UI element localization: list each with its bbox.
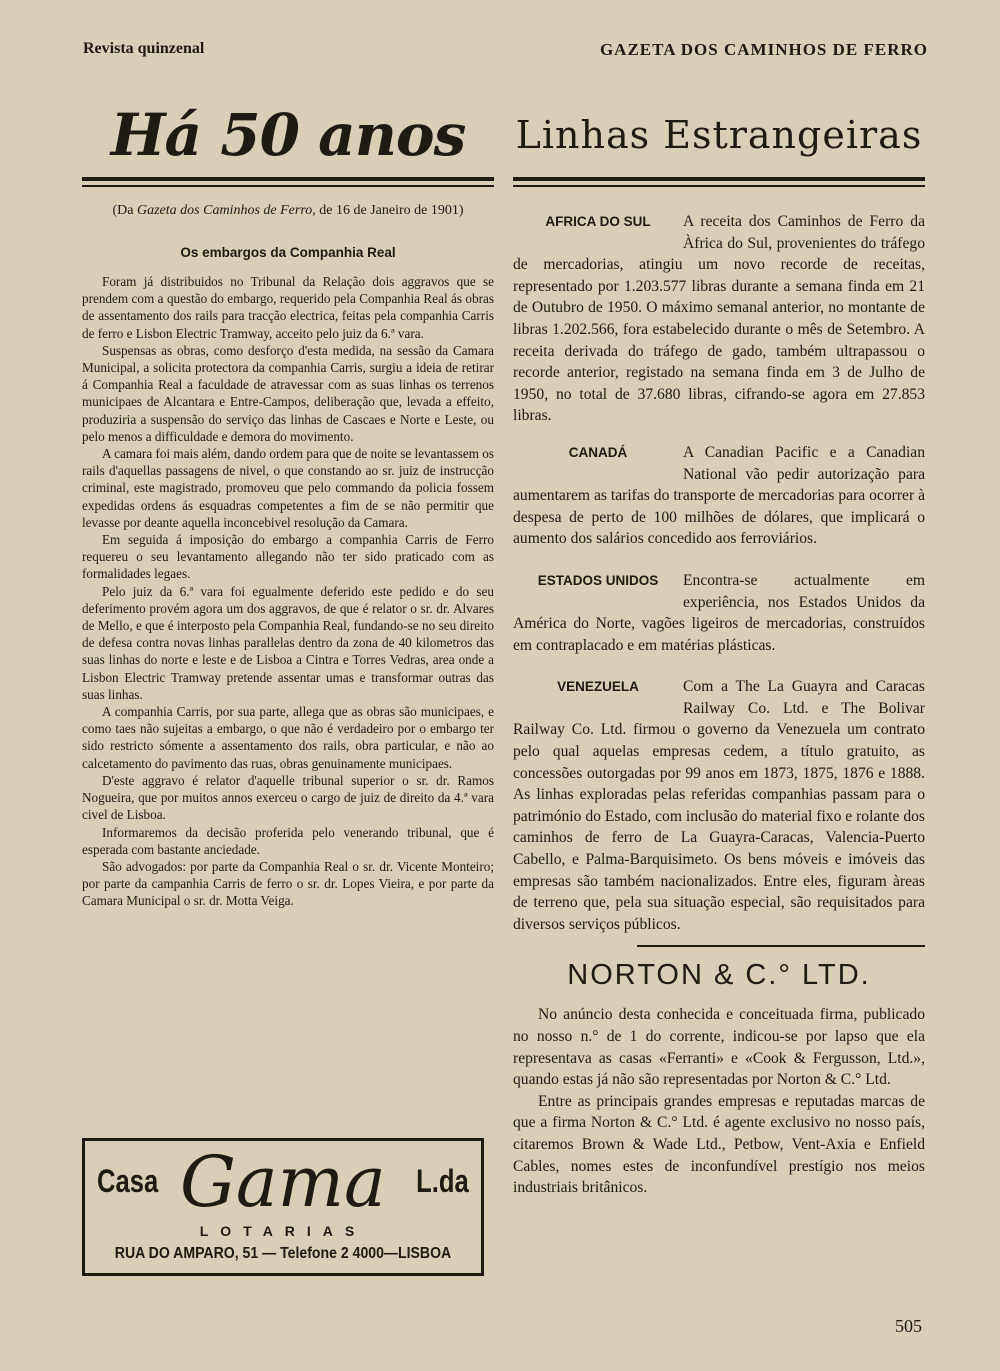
title-rule-thick — [82, 177, 494, 181]
header-periodicity: Revista quinzenal — [83, 40, 205, 57]
paragraph: Em seguida á imposição do embargo a companhia Carris de Ferro requereu o seu levantamento allegando não ter sido praticado com as formalidades legaes. — [82, 532, 494, 582]
paragraph: Suspensas as obras, como desforço d'esta medida, na sessão da Camara Municipal, a solicita protectora da companhia Carris, surgiu a ideia de retirar á Companhia Real a faculdade de atravessar com as suas linhas os terrenos municipaes de Alcantara e Entre-Campos, deliberação que, levada a effeito, produziria a suspensão do serviço das linhas de Cascaes e Norte e Leste, ou pelo menos a difficuldade e demora do movimento. — [82, 342, 494, 444]
news-text: Com a The La Guayra and Caracas Railway Co. Ltd. e The Bolivar Railway Co. Ltd. firmou o governo da Venezuela um contrato pelo qual aquelas empresas cedem, a título gratuito, as concessões outorgadas por 99 anos em 1873, 1875, 1876 e 1888. As linhas exploradas pelas referidas companhias passam para o património do Estado, com inclusão do material fixo e rolante dos caminhos de ferro de La Guayra-Caracas, Valencia-Puerto Cabello, e Palma-Barquisimeto. Os bens móveis e imóveis das empresas são também nacionalizados. Entre eles, figuram àreas de terreno que, pela sua situação especial, são requisitados para diversos serviços públicos. — [513, 678, 925, 933]
article-body — [82, 273, 494, 910]
header-publication-title: GAZETA DOS CAMINHOS DE FERRO — [599, 40, 928, 59]
section-title-linhas-estrangeiras: Linhas Estrangeiras — [515, 113, 923, 157]
paragraph: Foram já distribuidos no Tribunal da Relação dois aggravos que se prendem com a questão do embargo, requerido pela Companhia Real ás obras de assentamento dos rails para tracção electrica, feitas pela companhia Carris de ferro e Lisbon Electric Tramway, acceito pelo juiz da 6.ª vara. — [82, 274, 494, 341]
source-publication: Gazeta dos Caminhos de Ferro, — [137, 203, 316, 218]
paragraph: No anúncio desta conhecida e conceituada firma, publicado no nosso n.° de 1 do corrente, indicou-se por lapso que ela representava as casas «Ferranti» e «Cook & Fergusson, Ltd.», quando estas já não são representadas por Norton & C.° Ltd. — [513, 1006, 925, 1089]
paragraph: A companhia Carris, por sua parte, allega que as obras são municipaes, e como taes não sujeitas a embargo, o que não é verdadeiro por o embargo ter sido restricto sómente a assentamento dos rails, obra particular, e não ao calcetamento do pavimento das ruas, obras genuinamente municipaes. — [82, 704, 494, 771]
news-text: Encontra-se actualmente em experiência, nos Estados Unidos da América do Norte, vagões ligeiros de mercadorias, construídos em contraplacado e em matérias plásticas. — [513, 571, 925, 654]
country-label: ESTADOS UNIDOS — [537, 572, 659, 588]
country-label: CANADÁ — [568, 444, 628, 460]
source-citation — [82, 203, 494, 219]
norton-heading: NORTON & C.° LTD. — [567, 959, 871, 992]
page-number: 505 — [895, 1316, 922, 1336]
advert-casa-text: Casa — [97, 1163, 159, 1199]
news-text: A receita dos Caminhos de Ferro da Àfrica do Sul, provenientes do tráfego de mercadorias, atingiu um novo recorde de receitas, representado por 1.203.577 libras durante a semana finda em 21 de Outubro de 1950. O máximo semanal anterior, no montante de libras 1.202.566, fora estabelecido durante o mês de Setembro. A receita derivada do tráfego de gado, também ultrapassou o recorde anterior, registado na semana finda em 3 de Julho de 1950, no total de 37.680 libras, cifrando-se agora em 27.853 libras. — [513, 213, 925, 425]
source-prefix: (Da — [112, 203, 137, 218]
title-rule-thin — [82, 185, 494, 187]
left-column — [82, 95, 494, 910]
country-label: AFRICA DO SUL — [545, 214, 651, 229]
advert-address: RUA DO AMPARO, 51 — Telefone 2 4000—LISBOA — [114, 1245, 452, 1262]
news-item-estados-unidos — [513, 570, 925, 656]
country-label: VENEZUELA — [557, 679, 639, 695]
paragraph: São advogados: por parte da Companhia Real o sr. dr. Vicente Monteiro; por parte da campanhia Carris de ferro o sr. dr. Lopes Vieira, e por parte da Camara Municipal o sr. dr. Motta Veiga. — [82, 858, 494, 909]
news-item-africa-do-sul — [513, 211, 925, 427]
norton-body — [513, 1004, 925, 1198]
source-date: de 16 de Janeiro de 1901) — [315, 203, 464, 218]
news-text: A Canadian Pacific e a Canadian National vão pedir autorização para aumentarem as tarifas do transporte de mercadorias para ocorrer à despesa de perto de 100 milhões de dólares, que implicará o aumento dos salários concedido aos ferroviários. — [513, 443, 925, 548]
paragraph: Entre as principais grandes empresas e reputadas marcas de que a firma Norton & C.° Ltd. é agente exclusivo no nosso país, citaremos Brown & Wade Ltd., Petbow, Vent-Axia e Enfield Cables, nomes estes de inconfundível prestígio nos meios industriais britânicos. — [513, 1092, 925, 1197]
paragraph: Pelo juiz da 6.ª vara foi egualmente deferido este pedido e do seu deferimento provém agora um dos aggravos, de que é relator o sr. dr. Alvares de Mello, e que é interposto pela Companhia Real, fundando-se no seu direito de defesa contra novas linhas parallelas dentro da zona de 40 kilometros das suas linhas do norte e leste e de Lisboa a Cintra e Torres Vedras, area onde a Lisbon Electric Tramway pretende assentar umas e transformar outras das suas linhas. — [82, 583, 494, 702]
advert-lda-text: L.da — [416, 1163, 469, 1199]
news-item-canada — [513, 442, 925, 550]
title-rule-thick — [513, 177, 925, 181]
paragraph: D'este aggravo é relator d'aquelle tribunal superior o sr. dr. Ramos Nogueira, que por muitos annos exerceu o cargo de juiz de direito da 4.ª vara civel de Lisboa. — [82, 772, 494, 823]
right-column — [513, 95, 925, 1199]
paragraph: Informaremos da decisão proferida pelo venerando tribunal, que é esperada com bastante anciedade. — [82, 824, 494, 857]
advert-gama-logo: Gama — [180, 1141, 386, 1223]
paragraph: A camara foi mais além, dando ordem para que de noite se levantassem os rails d'aquellas passagens de nivel, o que constando ao sr. juiz de instrucção criminal, este magistrado, promoveu que pelo commando da policia fossem expedidas ordens ás esquadras competentes a fim de se não permitir que levasse por deante aquella inconcebivel resolução da Camara. — [82, 446, 494, 530]
news-item-venezuela — [513, 676, 925, 935]
advert-casa-gama — [82, 1138, 484, 1276]
section-divider — [637, 945, 925, 947]
article-heading: Os embargos da Companhia Real — [180, 245, 396, 260]
section-title-ha-50-anos: Há 50 anos — [110, 101, 466, 169]
title-rule-thin — [513, 185, 925, 187]
advert-lotarias-text: LOTARIAS — [199, 1223, 367, 1239]
